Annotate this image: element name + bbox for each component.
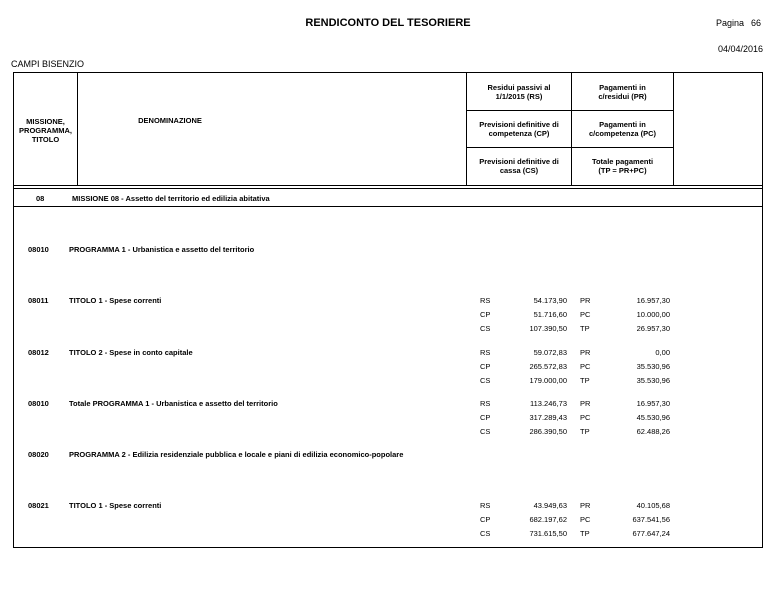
value-cs: 286.390,50 bbox=[529, 427, 567, 436]
header-code: MISSIONE, PROGRAMMA, TITOLO bbox=[19, 117, 72, 144]
label-cs: CS bbox=[480, 376, 491, 385]
row-description: TITOLO 1 - Spese correnti bbox=[69, 296, 162, 305]
header-pagamenti-residui: Pagamenti in c/residui (PR) bbox=[598, 83, 647, 101]
row-description: Totale PROGRAMMA 1 - Urbanistica e assetto del territorio bbox=[69, 399, 278, 408]
value-pc: 35.530,96 bbox=[636, 362, 670, 371]
label-cs: CS bbox=[480, 427, 491, 436]
label-cp: CP bbox=[480, 362, 491, 371]
value-tp: 26.957,30 bbox=[636, 324, 670, 333]
value-cp: 265.572,83 bbox=[529, 362, 567, 371]
label-rs: RS bbox=[480, 501, 491, 510]
row-description: TITOLO 2 - Spese in conto capitale bbox=[69, 348, 193, 357]
value-pc: 45.530,96 bbox=[636, 413, 670, 422]
header-denominazione: DENOMINAZIONE bbox=[138, 116, 202, 125]
value-cs: 179.000,00 bbox=[529, 376, 567, 385]
label-tp: TP bbox=[580, 376, 590, 385]
header-divider bbox=[77, 73, 78, 185]
value-cp: 317.289,43 bbox=[529, 413, 567, 422]
value-pc: 10.000,00 bbox=[636, 310, 670, 319]
value-rs: 43.949,63 bbox=[533, 501, 567, 510]
section-bottom-line bbox=[14, 206, 762, 207]
label-cp: CP bbox=[480, 310, 491, 319]
label-cp: CP bbox=[480, 413, 491, 422]
label-rs: RS bbox=[480, 399, 491, 408]
label-tp: TP bbox=[580, 529, 590, 538]
value-pr: 40.105,68 bbox=[636, 501, 670, 510]
label-tp: TP bbox=[580, 427, 590, 436]
value-tp: 677.647,24 bbox=[632, 529, 670, 538]
row-description: PROGRAMMA 2 - Edilizia residenziale pubblica e locale e piani di edilizia economico-popolare bbox=[69, 450, 404, 459]
label-pc: PC bbox=[580, 515, 591, 524]
header-divider bbox=[673, 73, 674, 185]
value-rs: 59.072,83 bbox=[533, 348, 567, 357]
value-tp: 35.530,96 bbox=[636, 376, 670, 385]
header-divider bbox=[466, 147, 673, 148]
report-date: 04/04/2016 bbox=[717, 44, 763, 54]
label-pr: PR bbox=[580, 296, 591, 305]
value-rs: 113.246,73 bbox=[530, 399, 567, 408]
section-top-line bbox=[14, 188, 762, 189]
label-pr: PR bbox=[580, 348, 591, 357]
header-bottom-line bbox=[14, 185, 762, 186]
value-cp: 51.716,60 bbox=[533, 310, 567, 319]
header-previsioni-competenza: Previsioni definitive di competenza (CP) bbox=[479, 120, 559, 138]
entity-name: CAMPI BISENZIO bbox=[11, 59, 85, 69]
row-description: PROGRAMMA 1 - Urbanistica e assetto del territorio bbox=[69, 245, 255, 254]
value-rs: 54.173,90 bbox=[533, 296, 567, 305]
row-code: 08011 bbox=[28, 296, 49, 305]
row-code: 08010 bbox=[28, 399, 49, 408]
row-code: 08010 bbox=[28, 245, 49, 254]
row-code: 08021 bbox=[28, 501, 49, 510]
value-cs: 107.390,50 bbox=[529, 324, 567, 333]
value-tp: 62.488,26 bbox=[636, 427, 670, 436]
label-pc: PC bbox=[580, 310, 591, 319]
label-rs: RS bbox=[480, 296, 491, 305]
value-pr: 16.957,30 bbox=[636, 296, 670, 305]
label-pc: PC bbox=[580, 362, 591, 371]
report-title: RENDICONTO DEL TESORIERE bbox=[305, 17, 471, 29]
label-pr: PR bbox=[580, 399, 591, 408]
label-cp: CP bbox=[480, 515, 491, 524]
value-pr: 16.957,30 bbox=[636, 399, 670, 408]
row-code: 08020 bbox=[28, 450, 49, 459]
label-cs: CS bbox=[480, 324, 491, 333]
missione-code: 08 bbox=[36, 194, 45, 203]
header-residui-passivi: Residui passivi al 1/1/2015 (RS) bbox=[487, 83, 551, 101]
header-divider bbox=[466, 110, 673, 111]
value-cs: 731.615,50 bbox=[529, 529, 567, 538]
header-pagamenti-competenza: Pagamenti in c/competenza (PC) bbox=[588, 120, 657, 138]
header-previsioni-cassa: Previsioni definitive di cassa (CS) bbox=[479, 157, 559, 175]
value-cp: 682.197,62 bbox=[529, 515, 567, 524]
label-pc: PC bbox=[580, 413, 591, 422]
row-code: 08012 bbox=[28, 348, 49, 357]
label-tp: TP bbox=[580, 324, 590, 333]
label-cs: CS bbox=[480, 529, 491, 538]
missione-title: MISSIONE 08 - Assetto del territorio ed edilizia abitativa bbox=[72, 194, 270, 203]
header-totale-pagamenti: Totale pagamenti (TP = PR+PC) bbox=[591, 157, 654, 175]
page-label: Pagina bbox=[716, 18, 745, 28]
value-pr: 0,00 bbox=[655, 348, 670, 357]
label-pr: PR bbox=[580, 501, 591, 510]
value-pc: 637.541,56 bbox=[632, 515, 670, 524]
row-description: TITOLO 1 - Spese correnti bbox=[69, 501, 162, 510]
label-rs: RS bbox=[480, 348, 491, 357]
page-number: 66 bbox=[751, 18, 762, 28]
